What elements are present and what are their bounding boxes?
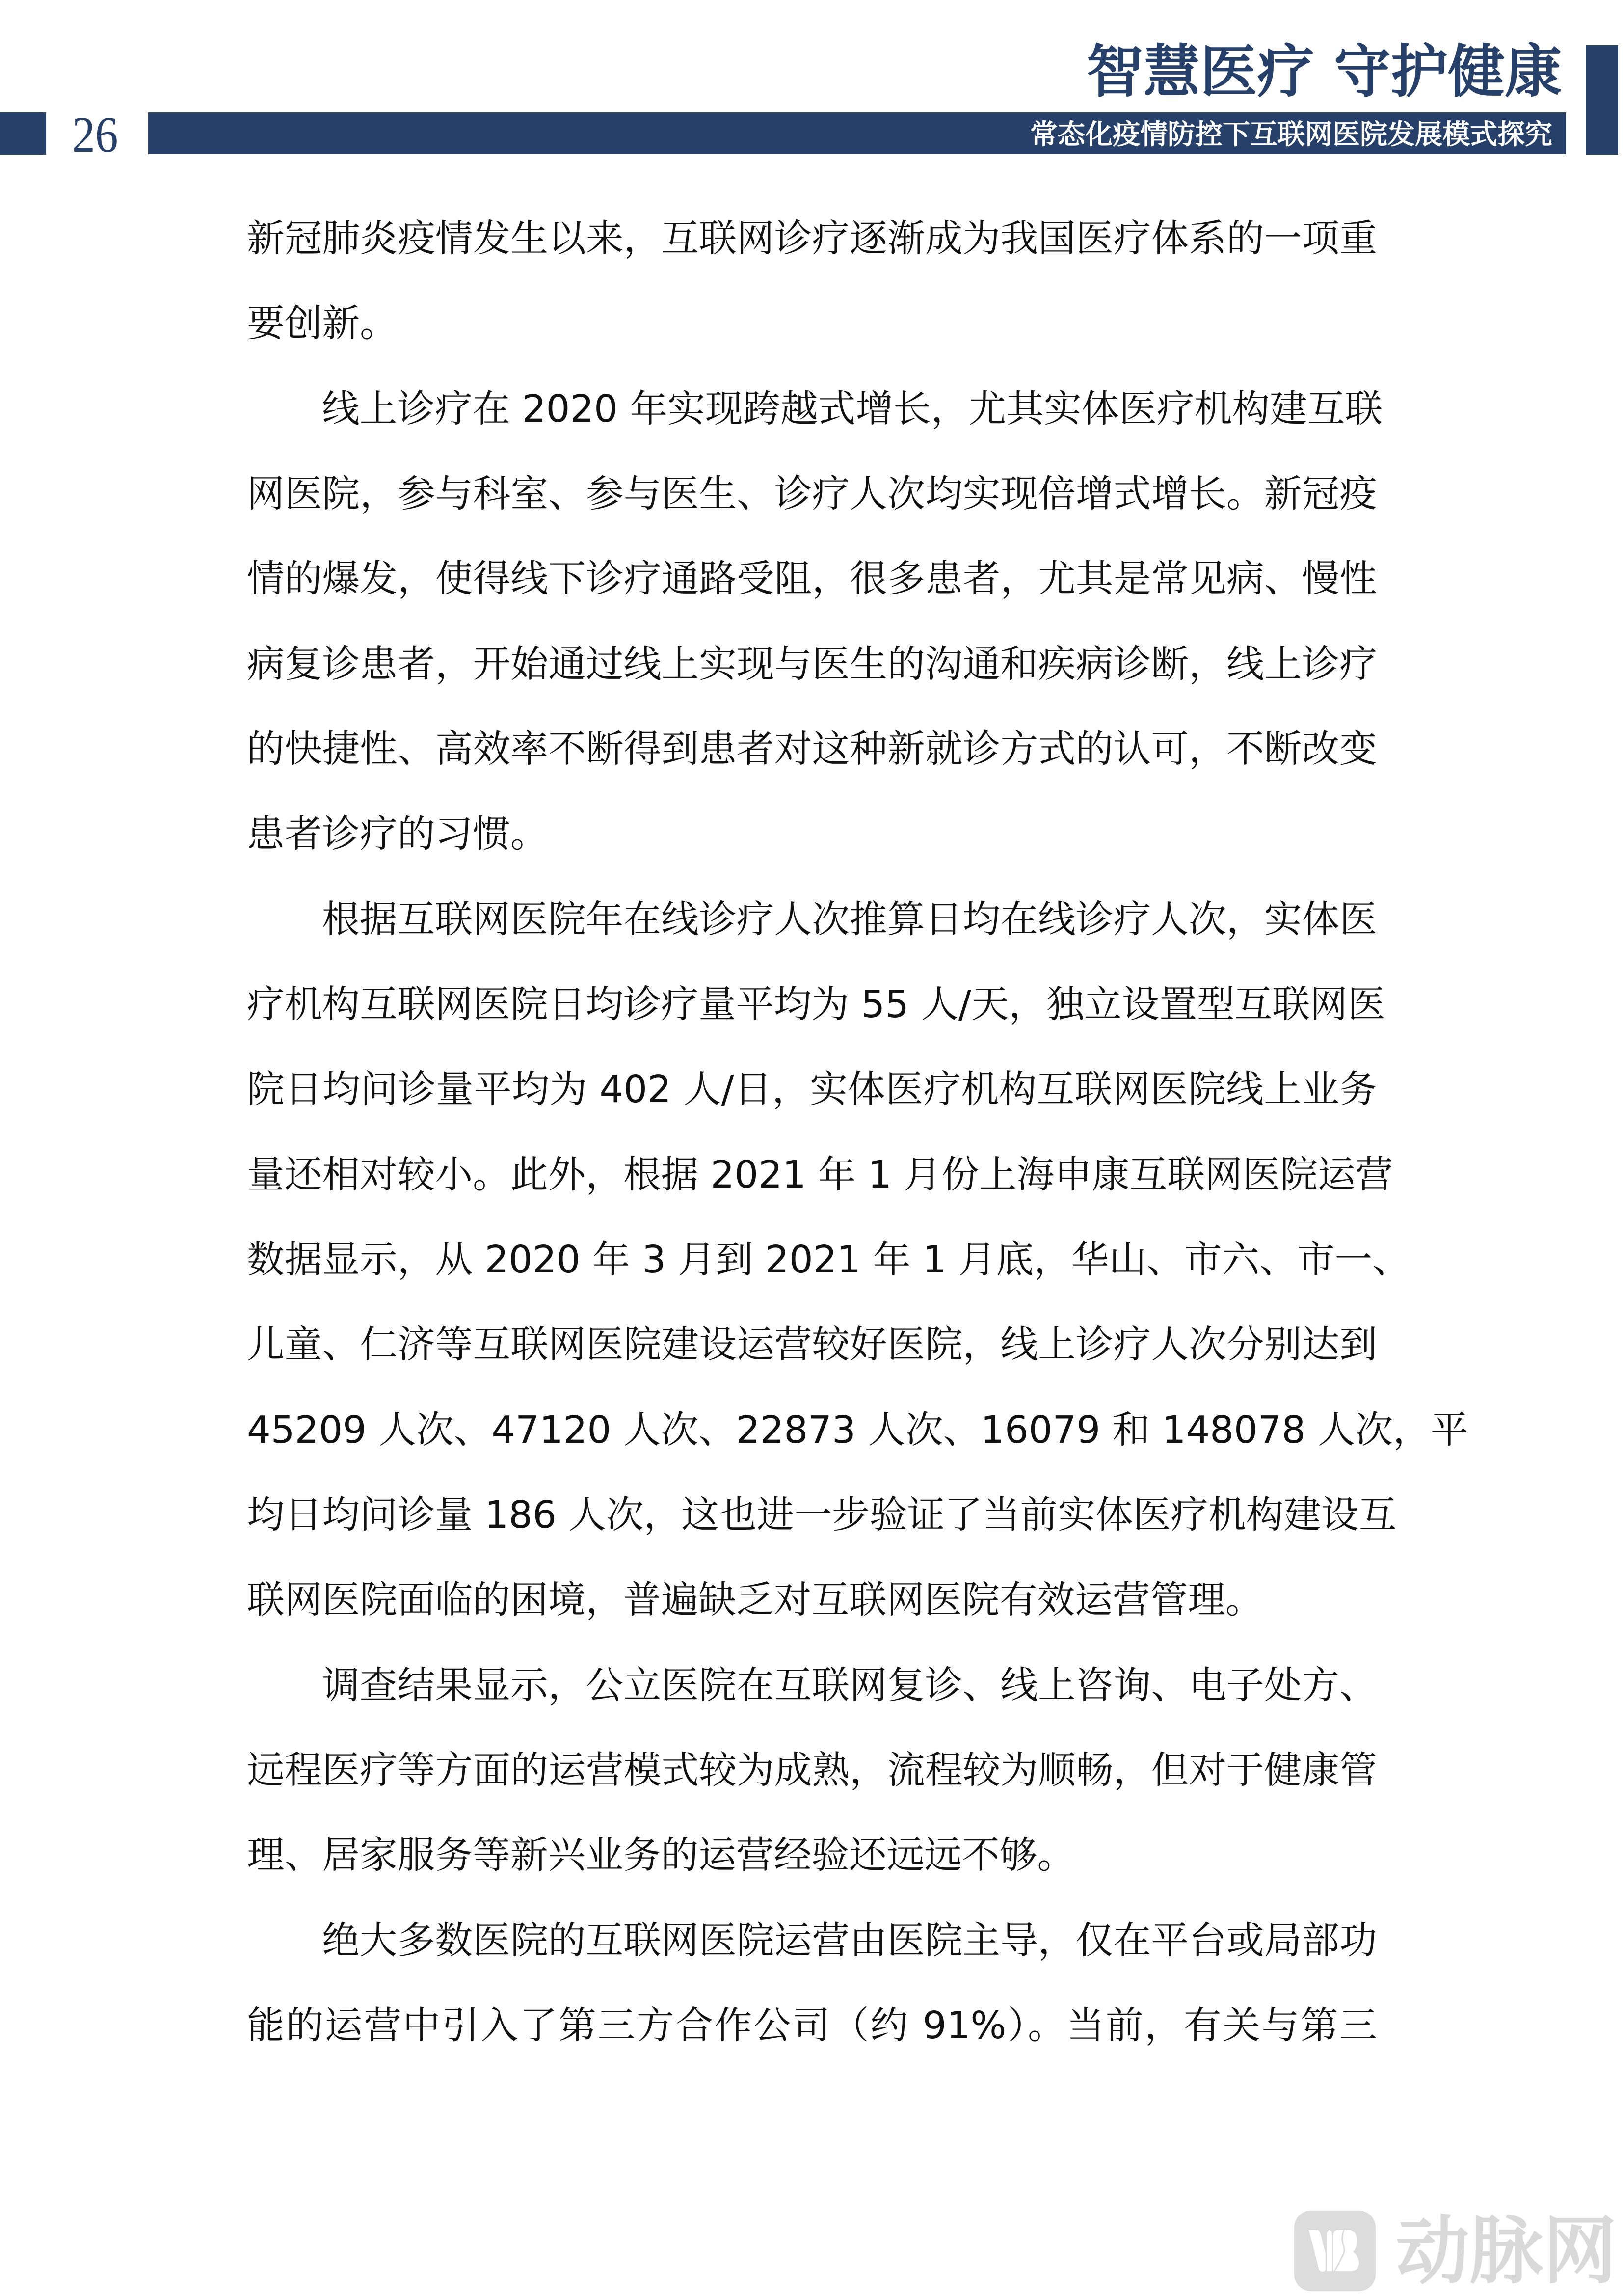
running-title: 智慧医疗 守护健康: [1086, 38, 1562, 105]
text-line: 疗机构互联网医院日均诊疗量平均为 55 人/天，独立设置型互联网医: [247, 983, 1385, 1026]
header-left-accent-block: [0, 112, 46, 155]
text-line: 数据显示，从 2020 年 3 月到 2021 年 1 月底，华山、市六、市一、: [247, 1238, 1410, 1282]
page-number: 26: [72, 107, 118, 163]
text-line: 患者诊疗的习惯。: [247, 812, 548, 857]
text-line: 能的运营中引入了第三方合作公司（约 91%）。当前，有关与第三: [247, 2004, 1377, 2048]
text-line: 网医院，参与科室、参与医生、诊疗人次均实现倍增式增长。新冠疫: [247, 472, 1377, 516]
text-line: 远程医疗等方面的运营模式较为成熟，流程较为顺畅，但对于健康管: [247, 1749, 1377, 1792]
vb-logo-icon: [1294, 2211, 1376, 2291]
header-right-accent-bar: [1586, 45, 1618, 155]
text-line: 均日均问诊量 186 人次，这也进一步验证了当前实体医疗机构建设互: [247, 1493, 1397, 1537]
text-line: 病复诊患者，开始通过线上实现与医生的沟通和疾病诊断，线上诊疗: [247, 642, 1377, 686]
text-line: 院日均问诊量平均为 402 人/日，实体医疗机构互联网医院线上业务: [247, 1068, 1377, 1112]
text-line: 调查结果显示，公立医院在互联网复诊、线上咨询、电子处方、: [322, 1663, 1377, 1707]
text-line: 理、居家服务等新兴业务的运营经验还远远不够。: [247, 1834, 1075, 1878]
text-line: 的快捷性、高效率不断得到患者对这种新就诊方式的认可，不断改变: [247, 728, 1377, 771]
text-line: 情的爆发，使得线下诊疗通路受阻，很多患者，尤其是常见病、慢性: [247, 557, 1377, 601]
running-subtitle: 常态化疫情防控下互联网医院发展模式探究: [1030, 119, 1552, 151]
text-line: 联网医院面临的困境，普遍缺乏对互联网医院有效运营管理。: [247, 1578, 1263, 1622]
header-band: [148, 112, 1566, 154]
watermark-brand-text: 动脉网: [1396, 2209, 1617, 2294]
text-line: 量还相对较小。此外，根据 2021 年 1 月份上海申康互联网医院运营: [247, 1153, 1393, 1197]
text-line: 儿童、仁济等互联网医院建设运营较好医院，线上诊疗人次分别达到: [247, 1323, 1377, 1367]
text-line: 根据互联网医院年在线诊疗人次推算日均在线诊疗人次，实体医: [322, 897, 1377, 942]
text-line: 45209 人次、47120 人次、22873 人次、16079 和 148078 人次，平: [247, 1408, 1468, 1452]
text-line: 绝大多数医院的互联网医院运营由医院主导，仅在平台或局部功: [322, 1918, 1377, 1963]
text-line: 新冠肺炎疫情发生以来，互联网诊疗逐渐成为我国医疗体系的一项重: [247, 217, 1377, 261]
text-line: 线上诊疗在 2020 年实现跨越式增长，尤其实体医疗机构建互联: [322, 387, 1383, 431]
text-line: 要创新。: [247, 302, 398, 346]
